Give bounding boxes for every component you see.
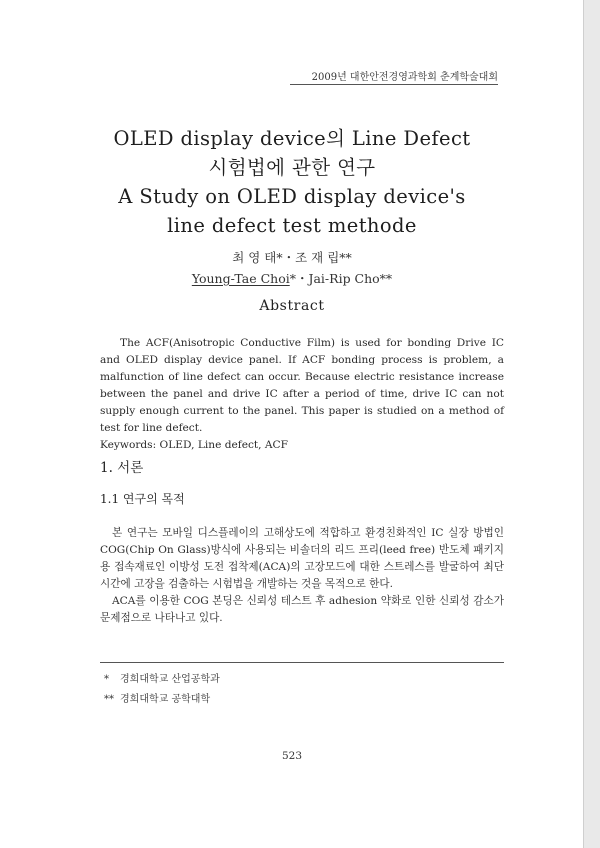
author-block — [0, 247, 584, 289]
body-paragraph-2: ACA를 이용한 COG 본딩은 신뢰성 테스트 후 adhesion 약화로 인한 신뢰성 감소가 문제점으로 나타나고 있다. — [100, 595, 504, 624]
abstract-body — [100, 335, 504, 454]
authors-english-rest: *・Jai-Rip Cho** — [289, 271, 393, 286]
page-number: 523 — [281, 750, 303, 762]
title-line-2: 시험법에 관한 연구 — [208, 156, 376, 179]
footnote — [104, 670, 220, 690]
viewer-margin-strip — [583, 0, 600, 848]
abstract-heading: Abstract — [259, 298, 325, 314]
footnote — [104, 690, 220, 710]
footnote-mark: * — [104, 674, 109, 685]
title-line-4: line defect test methode — [167, 214, 417, 237]
running-header: 2009년 대한안전경영과학회 춘계학술대회 — [311, 72, 498, 83]
title-line-1: OLED display device의 Line Defect — [113, 127, 471, 150]
keywords: Keywords: OLED, Line defect, ACF — [100, 439, 289, 451]
body-paragraph-1: 본 연구는 모바일 디스플레이의 고해상도에 적합하고 환경친화적인 IC 실장 방법인 COG(Chip On Glass)방식에 사용되는 비솔더의 리드 프리(leed free) 반도체 패키지용 접속재료인 이방성 도전 접착제(ACA)의 고장모드에 대한 스트레스를 발굴하여 최단시간에 고장을 검출하는 시험법을 개발하는 것을 목적으로 한다. — [100, 527, 504, 590]
abstract-text: The ACF(Anisotropic Conductive Film) is used for bonding Drive IC and OLED display device panel. If ACF bonding process is problem, a malfunction of line defect can occur. Because electric resistance increase between the panel and drive IC after a period of time, drive IC can not supply enough current to the panel. This paper is studied on a method of test for line defect. — [100, 337, 504, 434]
header-rule — [290, 84, 498, 85]
section-heading: 1. 서론 — [100, 460, 144, 476]
footnote-rule — [100, 662, 504, 663]
footnotes — [104, 670, 220, 710]
paper-title — [0, 124, 584, 240]
section-body — [100, 525, 504, 627]
authors-english — [0, 268, 584, 289]
footnote-text: 경희대학교 산업공학과 — [120, 674, 220, 685]
subsection-heading: 1.1 연구의 목적 — [100, 492, 185, 506]
footnote-text: 경희대학교 공학대학 — [120, 694, 211, 705]
footnote-mark: ** — [104, 694, 114, 705]
author-name-underlined: Young-Tae Choi — [191, 271, 290, 286]
title-line-3: A Study on OLED display device's — [118, 185, 466, 208]
authors-korean: 최 영 태*・조 재 립** — [232, 250, 352, 265]
